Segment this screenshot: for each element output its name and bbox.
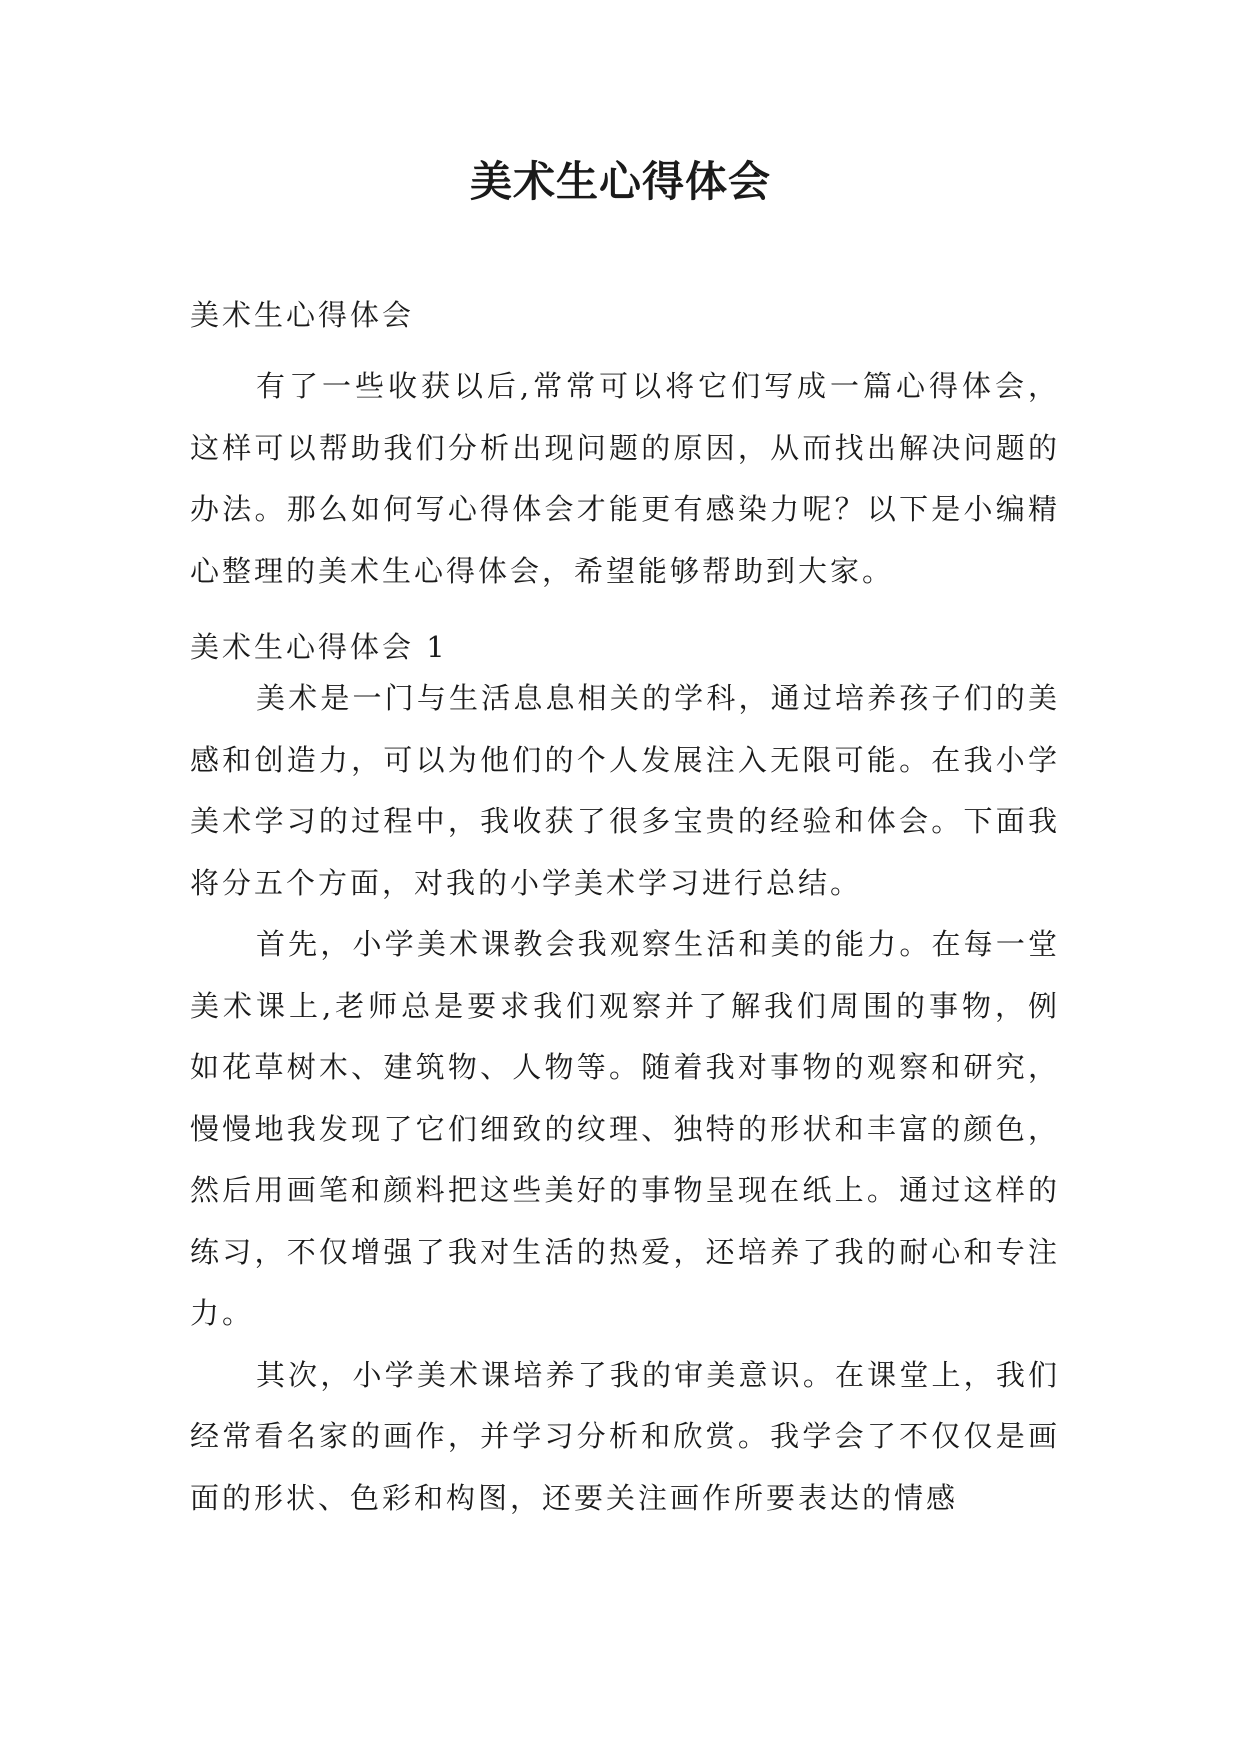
section-heading-1: 美术生心得体会 1 [190, 630, 448, 664]
section-1-body [190, 668, 1060, 1529]
document-title: 美术生心得体会 [469, 157, 771, 206]
intro-block [190, 356, 1060, 602]
body-paragraph: 首先，小学美术课教会我观察生活和美的能力。在每一堂美术课上,老师总是要求我们观察并了解我们周围的事物，例如花草树木、建筑物、人物等。随着我对事物的观察和研究，慢慢地我发现了它们细致的纹理、独特的形状和丰富的颜色，然后用画笔和颜料把这些美好的事物呈现在纸上。通过这样的练习，不仅增强了我对生活的热爱，还培养了我的耐心和专注力。 [190, 927, 1060, 1330]
intro-paragraph: 有了一些收获以后,常常可以将它们写成一篇心得体会，这样可以帮助我们分析出现问题的原因，从而找出解决问题的办法。那么如何写心得体会才能更有感染力呢？以下是小编精心整理的美术生心得体会，希望能够帮助到大家。 [190, 369, 1060, 588]
document-subtitle: 美术生心得体会 [190, 298, 415, 332]
body-paragraph: 美术是一门与生活息息相关的学科，通过培养孩子们的美感和创造力，可以为他们的个人发展注入无限可能。在我小学美术学习的过程中，我收获了很多宝贵的经验和体会。下面我将分五个方面，对我的小学美术学习进行总结。 [190, 681, 1060, 900]
body-paragraph: 其次，小学美术课培养了我的审美意识。在课堂上，我们经常看名家的画作，并学习分析和欣赏。我学会了不仅仅是画面的形状、色彩和构图，还要关注画作所要表达的情感 [190, 1357, 1060, 1515]
